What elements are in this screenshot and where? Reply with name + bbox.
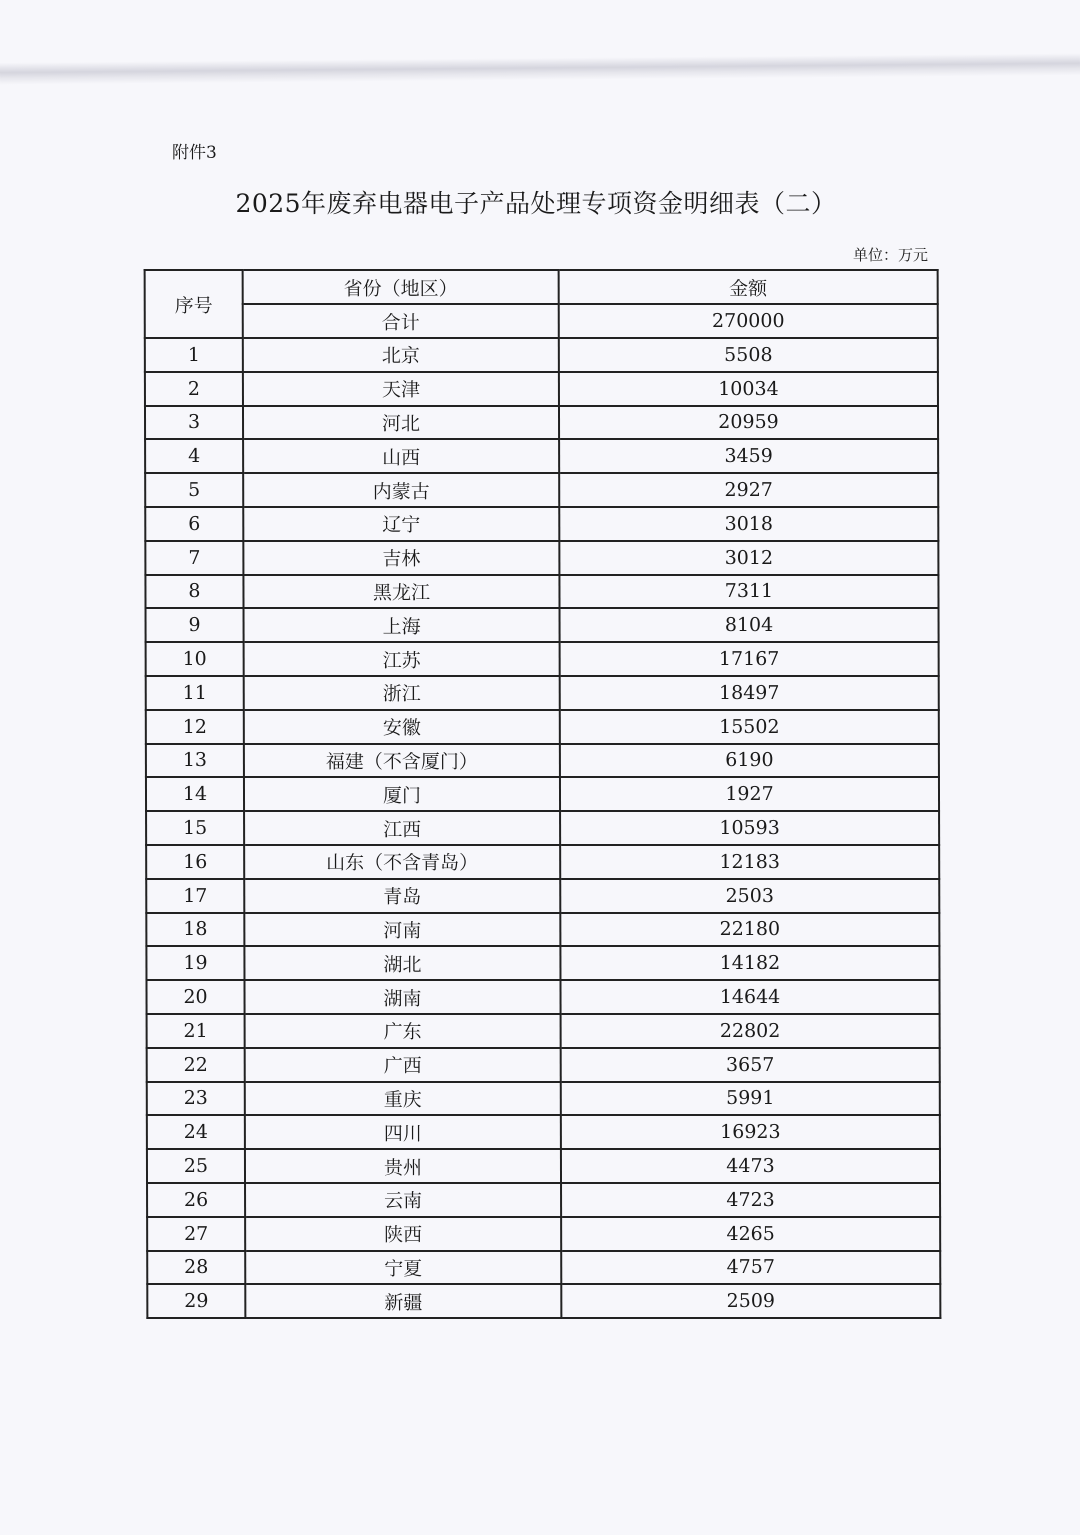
table-row: [145, 406, 938, 440]
table-row: [146, 913, 939, 947]
row-region: 河南: [244, 913, 560, 947]
row-amount: 20959: [559, 406, 938, 440]
row-index: 6: [145, 507, 243, 541]
row-index: 2: [145, 372, 243, 406]
table-row: [145, 541, 938, 575]
row-amount: 18497: [560, 676, 939, 710]
document-title: [0, 184, 1080, 220]
row-amount: 3018: [559, 507, 938, 541]
table-row: [146, 777, 939, 811]
row-index: 8: [145, 575, 243, 609]
row-amount: 2927: [559, 473, 938, 507]
row-region: 宁夏: [245, 1251, 561, 1285]
funds-table: [144, 269, 942, 1319]
row-amount: 6190: [560, 744, 939, 778]
row-amount: 4473: [561, 1149, 940, 1183]
row-region: 黑龙江: [243, 575, 559, 609]
row-region: 厦门: [244, 777, 560, 811]
row-index: 14: [146, 777, 244, 811]
total-label: 合计: [243, 304, 559, 338]
header-index: 序号: [145, 270, 243, 338]
row-index: 18: [146, 913, 244, 947]
table-row: [146, 845, 939, 879]
row-region: 云南: [245, 1183, 561, 1217]
table-row: [145, 473, 938, 507]
row-index: 26: [147, 1183, 245, 1217]
row-index: 7: [145, 541, 243, 575]
attachment-label: 附件3: [172, 143, 217, 163]
row-index: 29: [147, 1284, 245, 1318]
table-row: [147, 1149, 940, 1183]
row-index: 17: [146, 879, 244, 913]
row-region: 河北: [243, 406, 559, 440]
row-amount: 5991: [561, 1082, 940, 1116]
row-index: 9: [146, 608, 244, 642]
row-index: 5: [145, 473, 243, 507]
row-index: 27: [147, 1217, 245, 1251]
row-index: 15: [146, 811, 244, 845]
table-row: [146, 946, 939, 980]
row-amount: 5508: [559, 338, 938, 372]
row-region: 四川: [245, 1115, 561, 1149]
row-region: 山东（不含青岛）: [244, 845, 560, 879]
row-region: 湖北: [244, 946, 560, 980]
row-index: 23: [147, 1082, 245, 1116]
row-index: 25: [147, 1149, 245, 1183]
row-amount: 4265: [561, 1217, 940, 1251]
row-index: 11: [146, 676, 244, 710]
total-row: [145, 304, 938, 338]
row-region: 新疆: [245, 1284, 561, 1318]
row-amount: 3657: [561, 1048, 940, 1082]
table-row: [146, 676, 939, 710]
row-amount: 2503: [560, 879, 939, 913]
row-amount: 22180: [560, 913, 939, 947]
row-index: 19: [146, 946, 244, 980]
row-index: 1: [145, 338, 243, 372]
row-region: 北京: [243, 338, 559, 372]
total-amount: 270000: [559, 304, 938, 338]
row-region: 青岛: [244, 879, 560, 913]
row-region: 广西: [245, 1048, 561, 1082]
table-row: [146, 879, 939, 913]
row-region: 天津: [243, 372, 559, 406]
table-row: [147, 1115, 940, 1149]
row-index: 28: [147, 1251, 245, 1285]
row-amount: 17167: [560, 642, 939, 676]
row-region: 辽宁: [243, 507, 559, 541]
title-text: 2025年废弃电器电子产品处理专项资金明细表（二）: [235, 189, 837, 218]
row-region: 湖南: [244, 980, 560, 1014]
row-amount: 14644: [560, 980, 939, 1014]
row-amount: 1927: [560, 777, 939, 811]
row-region: 陕西: [245, 1217, 561, 1251]
table-row: [147, 1183, 940, 1217]
row-amount: 10593: [560, 811, 939, 845]
row-amount: 16923: [561, 1115, 940, 1149]
table-row: [146, 811, 939, 845]
row-amount: 8104: [560, 608, 939, 642]
table-row: [146, 980, 939, 1014]
table-row: [147, 1014, 940, 1048]
row-index: 24: [147, 1115, 245, 1149]
table-row: [147, 1048, 940, 1082]
row-amount: 22802: [561, 1014, 940, 1048]
table-row: [147, 1082, 940, 1116]
row-index: 20: [146, 980, 244, 1014]
row-region: 安徽: [244, 710, 560, 744]
row-amount: 15502: [560, 710, 939, 744]
row-amount: 10034: [559, 372, 938, 406]
table-row: [145, 338, 938, 372]
row-amount: 2509: [561, 1284, 940, 1318]
table-row: [146, 608, 939, 642]
row-amount: 3012: [559, 541, 938, 575]
scan-artifact-band: [0, 53, 1080, 84]
table-row: [147, 1251, 940, 1285]
row-region: 浙江: [244, 676, 560, 710]
row-index: 22: [147, 1048, 245, 1082]
row-region: 江西: [244, 811, 560, 845]
row-region: 福建（不含厦门）: [244, 744, 560, 778]
row-index: 12: [146, 710, 244, 744]
row-index: 3: [145, 406, 243, 440]
row-index: 16: [146, 845, 244, 879]
row-region: 内蒙古: [243, 473, 559, 507]
table-row: [146, 744, 939, 778]
row-region: 吉林: [243, 541, 559, 575]
table-row: [145, 439, 938, 473]
row-region: 贵州: [245, 1149, 561, 1183]
unit-label: 单位：万元: [852, 246, 928, 264]
row-index: 21: [147, 1014, 245, 1048]
table-row: [147, 1284, 940, 1318]
row-index: 10: [146, 642, 244, 676]
row-amount: 3459: [559, 439, 938, 473]
table-row: [145, 575, 938, 609]
table-row: [147, 1217, 940, 1251]
row-amount: 14182: [560, 946, 939, 980]
row-region: 上海: [244, 608, 560, 642]
header-region: 省份（地区）: [243, 270, 559, 304]
table-header-row: [145, 270, 938, 304]
table-row: [146, 642, 939, 676]
row-region: 山西: [243, 439, 559, 473]
row-region: 江苏: [244, 642, 560, 676]
table-row: [145, 507, 938, 541]
row-index: 13: [146, 744, 244, 778]
row-index: 4: [145, 439, 243, 473]
row-amount: 4723: [561, 1183, 940, 1217]
row-amount: 4757: [561, 1251, 940, 1285]
row-region: 重庆: [245, 1082, 561, 1116]
table-row: [145, 372, 938, 406]
row-amount: 7311: [559, 575, 938, 609]
row-region: 广东: [245, 1014, 561, 1048]
header-amount: 金额: [559, 270, 938, 304]
row-amount: 12183: [560, 845, 939, 879]
table-row: [146, 710, 939, 744]
